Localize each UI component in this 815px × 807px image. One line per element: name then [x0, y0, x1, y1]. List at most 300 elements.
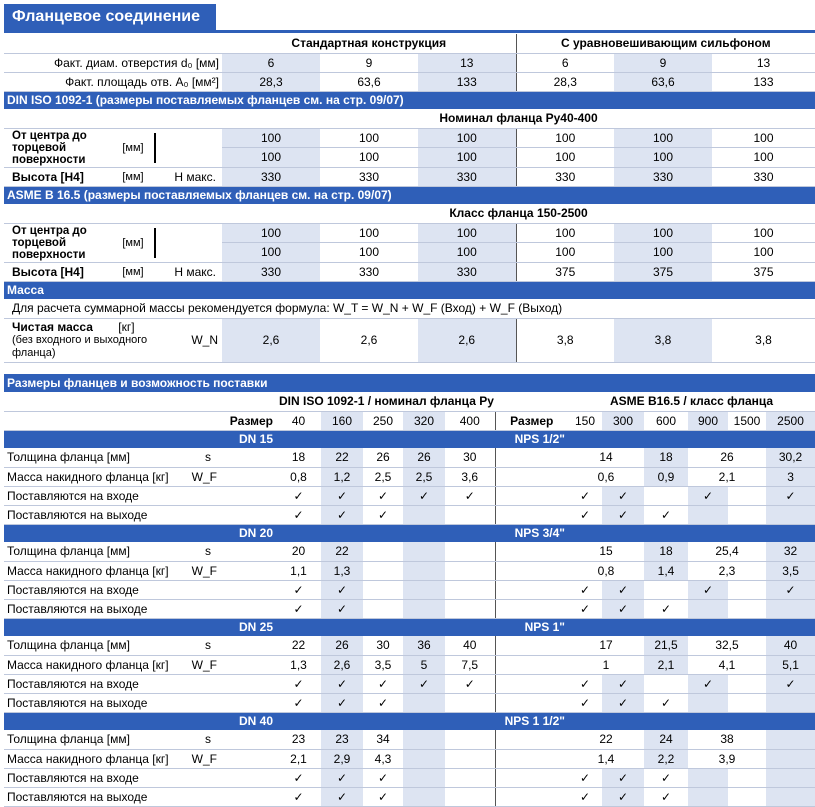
checkmark-icon: ✓ [321, 674, 363, 693]
din-thickness: 23 [321, 730, 363, 749]
asme-thickness: 30,2 [766, 448, 815, 467]
asme-thickness: 24 [644, 730, 688, 749]
din-inlet-value: 100 [222, 128, 320, 148]
din-height-label: Высота [H4] [12, 169, 84, 184]
din-height-row [4, 167, 815, 186]
din-thickness: 36 [403, 636, 445, 655]
din-nominal: Номинал фланца Ру40-400 [222, 109, 815, 128]
checkmark-icon: ✓ [688, 580, 728, 599]
asme-nominal: Класс фланца 150-2500 [222, 204, 815, 223]
checkmark-icon [766, 787, 815, 806]
thickness-label: Толщина фланца [мм] [7, 450, 130, 465]
din-outlet-value: 100 [222, 148, 320, 168]
thickness-symbol: s [205, 638, 211, 653]
balanced-bellows-header: С уравновешивающим сильфоном [516, 34, 815, 53]
asme-flange-mass: 2,3 [688, 561, 766, 580]
diameter-value: 13 [712, 53, 815, 72]
din-height-value: 330 [418, 167, 516, 186]
asme-flange-mass: 0,6 [568, 467, 644, 486]
checkmark-icon [688, 787, 728, 806]
asme-thickness: 32 [766, 542, 815, 561]
asme-outlet-value: 100 [418, 243, 516, 263]
checkmark-icon [766, 768, 815, 787]
area-label: Факт. площадь отв. A₀ [мм²] [4, 72, 222, 91]
size-group-bar [4, 430, 815, 448]
din-center-label: От центра до торцевой поверхности [12, 129, 87, 166]
checkmark-icon: ✓ [321, 599, 363, 618]
thickness-symbol: s [205, 450, 211, 465]
asme-class: 2500 [766, 411, 815, 430]
checkmark-icon: ✓ [321, 505, 363, 524]
checkmark-icon [445, 787, 495, 806]
asme-height-value: 330 [222, 262, 320, 281]
asme-flange-mass: 1 [568, 655, 644, 674]
area-value: 28,3 [516, 72, 614, 91]
outlet-availability-row [4, 599, 815, 618]
checkmark-icon: ✓ [568, 768, 602, 787]
asme-flange-mass: 2,1 [688, 467, 766, 486]
din-inlet-value: 100 [614, 128, 712, 148]
asme-thickness [766, 730, 815, 749]
checkmark-icon [728, 486, 766, 505]
asme-nominal-row [4, 204, 815, 223]
din-inlet-value: 100 [516, 128, 614, 148]
din-flange-mass: 2,6 [321, 655, 363, 674]
flange-connection-table [4, 34, 815, 363]
asme-outlet-value: 100 [222, 243, 320, 263]
checkmark-icon: ✓ [688, 486, 728, 505]
checkmark-icon: ✓ [445, 674, 495, 693]
asme-thickness: 15 [568, 542, 644, 561]
din-thickness [403, 730, 445, 749]
flange-mass-row [4, 467, 815, 486]
inlet-availability-row [4, 486, 815, 505]
diameter-value: 9 [614, 53, 712, 72]
flange-mass-row [4, 561, 815, 580]
asme-thickness: 18 [644, 542, 688, 561]
outlet-availability-row [4, 693, 815, 712]
asme-class: 900 [688, 411, 728, 430]
din-thickness: 22 [321, 542, 363, 561]
asme-height-value: 375 [516, 262, 614, 281]
net-mass-value: 2,6 [222, 318, 320, 362]
din-flange-mass: 3,6 [445, 467, 495, 486]
thickness-symbol: s [205, 544, 211, 559]
asme-height-value: 330 [418, 262, 516, 281]
din-inlet-row [4, 128, 815, 148]
checkmark-icon: ✓ [602, 768, 644, 787]
checkmark-icon: ✓ [363, 693, 403, 712]
asme-flange-mass: 2,1 [644, 655, 688, 674]
din-flange-mass [403, 749, 445, 768]
asme-flange-mass [766, 749, 815, 768]
flange-mass-label: Масса накидного фланца [кг] [7, 563, 169, 578]
din-thickness [403, 542, 445, 561]
orifice-area-row [4, 72, 815, 91]
size-label: Размер [495, 411, 568, 430]
asme-inlet-value: 100 [418, 223, 516, 243]
asme-thickness: 40 [766, 636, 815, 655]
outlet-availability-label: Поставляются на выходе [4, 599, 276, 618]
checkmark-icon [445, 599, 495, 618]
din-flange-mass: 1,3 [276, 655, 321, 674]
din-flange-mass: 2,5 [403, 467, 445, 486]
asme-outlet-value: 100 [614, 243, 712, 263]
flange-mass-symbol: W_F [191, 469, 217, 484]
nps-label: NPS 1" [495, 618, 568, 636]
asme-flange-mass: 3,5 [766, 561, 815, 580]
checkmark-icon: ✓ [766, 674, 815, 693]
checkmark-icon [445, 768, 495, 787]
bracket-line [154, 133, 156, 163]
standard-design-header: Стандартная конструкция [222, 34, 516, 53]
asme-inlet-value: 100 [320, 223, 418, 243]
net-mass-row [4, 318, 815, 362]
checkmark-icon [644, 486, 688, 505]
asme-inlet-row [4, 223, 815, 243]
din-flange-mass [403, 561, 445, 580]
din-flange-mass [363, 561, 403, 580]
outlet-availability-label: Поставляются на выходе [4, 787, 276, 806]
checkmark-icon: ✓ [602, 505, 644, 524]
din-flange-mass: 2,1 [276, 749, 321, 768]
asme-flange-mass: 3,9 [688, 749, 766, 768]
din-thickness: 26 [321, 636, 363, 655]
din-thickness: 26 [403, 448, 445, 467]
orifice-diameter-row [4, 53, 815, 72]
asme-inlet-value: 100 [614, 223, 712, 243]
asme-height-row [4, 262, 815, 281]
sizes-section-bar [4, 374, 815, 392]
din-flange-mass: 1,1 [276, 561, 321, 580]
asme-sizes-header: ASME B16.5 / класс фланца [568, 392, 815, 411]
net-mass-value: 3,8 [516, 318, 614, 362]
checkmark-icon [728, 580, 766, 599]
din-flange-mass: 5 [403, 655, 445, 674]
sizes-section-header: Размеры фланцев и возможность поставки [4, 374, 815, 392]
checkmark-icon: ✓ [766, 486, 815, 505]
net-mass-symbol: W_N [191, 333, 218, 347]
checkmark-icon: ✓ [363, 486, 403, 505]
checkmark-icon: ✓ [644, 505, 688, 524]
checkmark-icon: ✓ [766, 580, 815, 599]
asme-hmax-label: Н макс. [174, 264, 216, 279]
checkmark-icon: ✓ [321, 580, 363, 599]
size-group-bar [4, 712, 815, 730]
din-section-bar [4, 91, 815, 109]
din-class: 320 [403, 411, 445, 430]
checkmark-icon: ✓ [568, 486, 602, 505]
checkmark-icon: ✓ [363, 674, 403, 693]
din-class: 250 [363, 411, 403, 430]
thickness-row [4, 448, 815, 467]
checkmark-icon: ✓ [644, 693, 688, 712]
asme-inlet-value: 100 [222, 223, 320, 243]
checkmark-icon: ✓ [276, 580, 321, 599]
bracket-line [154, 228, 156, 258]
din-height-value: 330 [320, 167, 418, 186]
din-flange-mass: 2,5 [363, 467, 403, 486]
checkmark-icon [728, 674, 766, 693]
din-outlet-value: 100 [614, 148, 712, 168]
din-thickness: 26 [363, 448, 403, 467]
checkmark-icon: ✓ [363, 505, 403, 524]
outlet-availability-label: Поставляются на выходе [4, 505, 276, 524]
checkmark-icon [445, 580, 495, 599]
asme-height-label: Высота [H4] [12, 264, 84, 279]
asme-height-value: 330 [320, 262, 418, 281]
din-outlet-value: 100 [418, 148, 516, 168]
checkmark-icon [688, 768, 728, 787]
checkmark-icon [403, 505, 445, 524]
thickness-row [4, 730, 815, 749]
flange-mass-symbol: W_F [191, 751, 217, 766]
asme-thickness: 38 [688, 730, 766, 749]
asme-flange-mass: 5,1 [766, 655, 815, 674]
inlet-availability-label: Поставляются на входе [4, 768, 276, 787]
checkmark-icon [728, 505, 766, 524]
asme-class: 150 [568, 411, 602, 430]
din-sizes-header: DIN ISO 1092-1 / номинал фланца Ру [276, 392, 495, 411]
area-value: 28,3 [222, 72, 320, 91]
thickness-symbol: s [205, 732, 211, 747]
checkmark-icon: ✓ [602, 674, 644, 693]
asme-thickness: 14 [568, 448, 644, 467]
din-outlet-value: 100 [712, 148, 815, 168]
din-thickness [445, 730, 495, 749]
nps-label: NPS 1/2" [495, 430, 568, 448]
checkmark-icon: ✓ [568, 505, 602, 524]
flange-mass-label: Масса накидного фланца [кг] [7, 469, 169, 484]
asme-outlet-value: 100 [320, 243, 418, 263]
asme-height-unit: [мм] [122, 265, 144, 278]
mass-section-bar [4, 281, 815, 299]
checkmark-icon: ✓ [568, 787, 602, 806]
din-thickness [445, 542, 495, 561]
asme-class: 600 [644, 411, 688, 430]
outlet-availability-label: Поставляются на выходе [4, 693, 276, 712]
checkmark-icon [728, 768, 766, 787]
class-header-row [4, 411, 815, 430]
checkmark-icon: ✓ [276, 674, 321, 693]
inlet-availability-label: Поставляются на входе [4, 674, 276, 693]
checkmark-icon [644, 674, 688, 693]
checkmark-icon: ✓ [568, 674, 602, 693]
flange-mass-label: Масса накидного фланца [кг] [7, 657, 169, 672]
din-thickness: 18 [276, 448, 321, 467]
din-hmax-label: Н макс. [174, 169, 216, 184]
checkmark-icon: ✓ [644, 768, 688, 787]
area-value: 133 [712, 72, 815, 91]
dn-label: DN 40 [4, 712, 276, 730]
asme-flange-mass: 0,8 [568, 561, 644, 580]
checkmark-icon [688, 693, 728, 712]
checkmark-icon: ✓ [568, 580, 602, 599]
din-thickness: 30 [445, 448, 495, 467]
nps-label: NPS 3/4" [495, 524, 568, 542]
din-height-unit: [мм] [122, 170, 144, 183]
checkmark-icon: ✓ [363, 787, 403, 806]
checkmark-icon: ✓ [276, 599, 321, 618]
dn-label: DN 15 [4, 430, 276, 448]
checkmark-icon: ✓ [276, 486, 321, 505]
asme-center-label: От центра до торцевой поверхности [12, 224, 87, 261]
asme-thickness: 22 [568, 730, 644, 749]
inlet-availability-row [4, 580, 815, 599]
asme-flange-mass: 2,2 [644, 749, 688, 768]
asme-flange-mass: 4,1 [688, 655, 766, 674]
din-height-value: 330 [614, 167, 712, 186]
net-mass-sub: (без входного и выходного фланца) [12, 334, 148, 359]
asme-thickness: 21,5 [644, 636, 688, 655]
flange-sizes-table [4, 374, 815, 807]
net-mass-unit: [кг] [118, 320, 135, 334]
checkmark-icon [403, 768, 445, 787]
outlet-availability-row [4, 787, 815, 806]
thickness-label: Толщина фланца [мм] [7, 544, 130, 559]
din-flange-mass: 3,5 [363, 655, 403, 674]
din-height-value: 330 [516, 167, 614, 186]
din-flange-mass: 1,3 [321, 561, 363, 580]
asme-outlet-value: 100 [516, 243, 614, 263]
checkmark-icon: ✓ [321, 768, 363, 787]
checkmark-icon [403, 787, 445, 806]
asme-unit: [мм] [122, 236, 144, 249]
diameter-value: 6 [516, 53, 614, 72]
din-thickness: 30 [363, 636, 403, 655]
din-flange-mass: 1,2 [321, 467, 363, 486]
checkmark-icon [403, 580, 445, 599]
net-mass-value: 3,8 [614, 318, 712, 362]
checkmark-icon: ✓ [602, 580, 644, 599]
flange-mass-symbol: W_F [191, 657, 217, 672]
din-flange-mass [445, 749, 495, 768]
din-outlet-value: 100 [320, 148, 418, 168]
din-inlet-value: 100 [320, 128, 418, 148]
checkmark-icon [688, 505, 728, 524]
din-inlet-value: 100 [712, 128, 815, 148]
asme-flange-mass: 0,9 [644, 467, 688, 486]
checkmark-icon: ✓ [602, 599, 644, 618]
din-class: 40 [276, 411, 321, 430]
din-height-value: 330 [712, 167, 815, 186]
din-unit: [мм] [122, 141, 144, 154]
inlet-availability-label: Поставляются на входе [4, 486, 276, 505]
checkmark-icon: ✓ [602, 693, 644, 712]
net-mass-value: 3,8 [712, 318, 815, 362]
din-class: 400 [445, 411, 495, 430]
din-thickness: 20 [276, 542, 321, 561]
din-inlet-value: 100 [418, 128, 516, 148]
size-label: Размер [4, 411, 276, 430]
asme-thickness: 32,5 [688, 636, 766, 655]
din-thickness: 23 [276, 730, 321, 749]
checkmark-icon: ✓ [568, 599, 602, 618]
checkmark-icon [766, 693, 815, 712]
checkmark-icon [766, 505, 815, 524]
inlet-availability-row [4, 674, 815, 693]
checkmark-icon [403, 693, 445, 712]
area-value: 133 [418, 72, 516, 91]
flange-mass-symbol: W_F [191, 563, 217, 578]
asme-thickness: 25,4 [688, 542, 766, 561]
din-class: 160 [321, 411, 363, 430]
size-group-bar [4, 618, 815, 636]
page-title: Фланцевое соединение [4, 4, 216, 30]
asme-class: 1500 [728, 411, 766, 430]
din-thickness: 34 [363, 730, 403, 749]
asme-inlet-value: 100 [516, 223, 614, 243]
asme-height-value: 375 [712, 262, 815, 281]
mass-section-header: Масса [4, 281, 815, 299]
diameter-value: 9 [320, 53, 418, 72]
din-flange-mass: 7,5 [445, 655, 495, 674]
net-mass-label: Чистая масса [12, 320, 93, 334]
flange-mass-row [4, 655, 815, 674]
din-nominal-row [4, 109, 815, 128]
din-thickness: 22 [321, 448, 363, 467]
size-group-bar [4, 524, 815, 542]
dn-label: DN 20 [4, 524, 276, 542]
checkmark-icon [644, 580, 688, 599]
asme-inlet-value: 100 [712, 223, 815, 243]
checkmark-icon [728, 787, 766, 806]
asme-flange-mass: 3 [766, 467, 815, 486]
asme-section-header: ASME B 16.5 (размеры поставляемых фланцев см. на стр. 09/07) [4, 186, 815, 204]
din-outlet-value: 100 [516, 148, 614, 168]
checkmark-icon: ✓ [321, 693, 363, 712]
din-flange-mass: 4,3 [363, 749, 403, 768]
asme-thickness: 18 [644, 448, 688, 467]
checkmark-icon: ✓ [363, 768, 403, 787]
checkmark-icon [363, 599, 403, 618]
din-section-header: DIN ISO 1092-1 (размеры поставляемых фланцев см. на стр. 09/07) [4, 91, 815, 109]
asme-height-value: 375 [614, 262, 712, 281]
thickness-row [4, 636, 815, 655]
din-thickness: 22 [276, 636, 321, 655]
checkmark-icon [445, 693, 495, 712]
sizes-standard-header-row [4, 392, 815, 411]
asme-flange-mass: 1,4 [568, 749, 644, 768]
checkmark-icon: ✓ [602, 486, 644, 505]
din-thickness: 40 [445, 636, 495, 655]
checkmark-icon: ✓ [644, 599, 688, 618]
flange-mass-label: Масса накидного фланца [кг] [7, 751, 169, 766]
din-flange-mass: 0,8 [276, 467, 321, 486]
inlet-availability-row [4, 768, 815, 787]
checkmark-icon: ✓ [403, 674, 445, 693]
title-underline [4, 30, 815, 33]
diameter-value: 6 [222, 53, 320, 72]
diameter-value: 13 [418, 53, 516, 72]
checkmark-icon: ✓ [644, 787, 688, 806]
din-flange-mass [445, 561, 495, 580]
checkmark-icon: ✓ [276, 693, 321, 712]
asme-section-bar [4, 186, 815, 204]
thickness-label: Толщина фланца [мм] [7, 732, 130, 747]
checkmark-icon [728, 693, 766, 712]
asme-outlet-value: 100 [712, 243, 815, 263]
din-height-value: 330 [222, 167, 320, 186]
checkmark-icon: ✓ [688, 674, 728, 693]
checkmark-icon [363, 580, 403, 599]
checkmark-icon: ✓ [321, 486, 363, 505]
flange-mass-row [4, 749, 815, 768]
checkmark-icon [728, 599, 766, 618]
dn-label: DN 25 [4, 618, 276, 636]
checkmark-icon: ✓ [321, 787, 363, 806]
din-flange-mass: 2,9 [321, 749, 363, 768]
